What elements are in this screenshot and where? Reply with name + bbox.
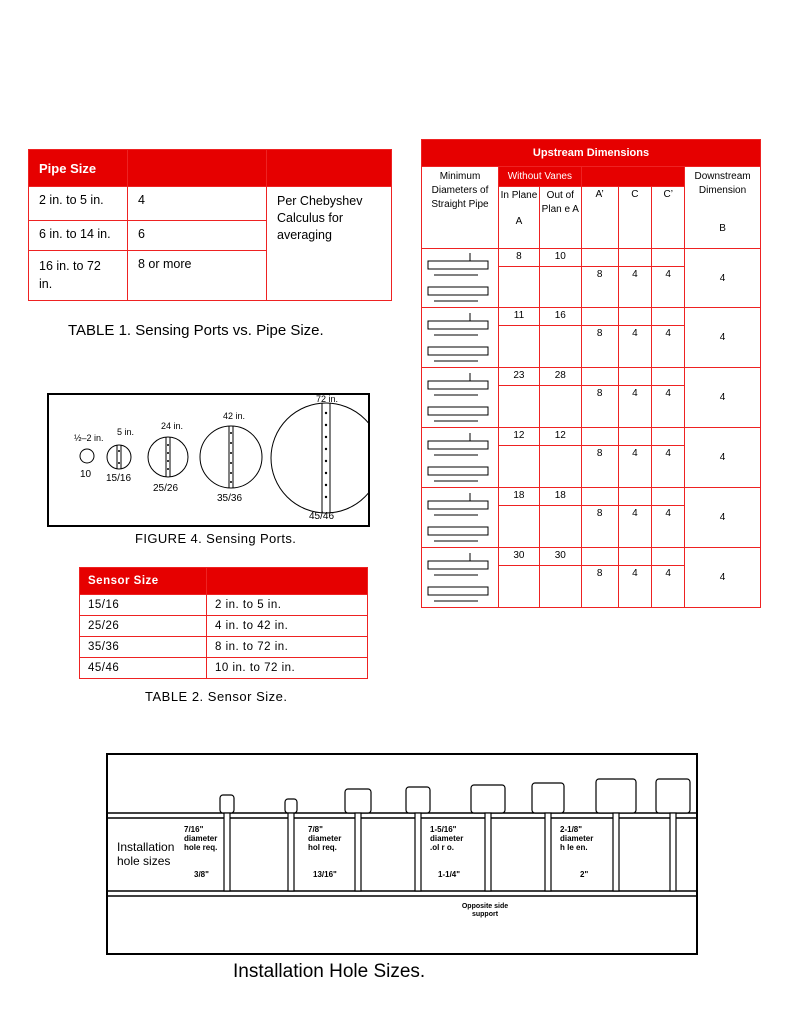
- table3-col-c: C: [618, 187, 652, 249]
- hole-desc-1: diameter: [560, 834, 594, 843]
- hole-desc-1: diameter: [184, 834, 218, 843]
- table3-col-inplane-sub: A: [515, 216, 523, 227]
- table3-outplane-cell: 12: [539, 428, 581, 446]
- table3-down-cell: 4: [685, 249, 761, 308]
- pipe-config-diagram: [422, 428, 499, 488]
- table1-ports-cell: 8 or more: [128, 251, 267, 301]
- table3-outplane-cell: 16: [539, 308, 581, 326]
- hole-dimension: 3/8": [194, 870, 209, 879]
- table1-ports-cell: 6: [128, 221, 267, 251]
- table2-sensor-cell: 15/16: [80, 595, 207, 616]
- table2-header: Sensor Size: [80, 568, 207, 595]
- probe-head: [220, 795, 234, 813]
- table2-sensor-cell: 45/46: [80, 658, 207, 679]
- table1-pipe-cell: 2 in. to 5 in.: [29, 187, 128, 221]
- table3-col-down: Downstream Dimension: [694, 171, 751, 196]
- sensor-size-label: 72 in.: [316, 394, 339, 404]
- pipe-config-icon: [422, 549, 498, 607]
- hole-size-label: [560, 825, 593, 852]
- sensor-code-label: 45/46: [309, 511, 335, 522]
- table3-col-without: Without Vanes: [499, 167, 582, 187]
- table3-down-cell: 4: [685, 308, 761, 368]
- install-label: Installation hole sizes: [117, 840, 175, 868]
- table3-outplane-cell: 28: [539, 368, 581, 386]
- table3-a1-cell: 8: [581, 446, 618, 488]
- hole-desc-2: hole req.: [184, 843, 218, 852]
- probe-head: [406, 787, 430, 813]
- table3-inplane-cell: 30: [499, 548, 540, 566]
- probe-head: [471, 785, 505, 813]
- hole-desc-2: hol req.: [308, 843, 337, 852]
- table1-note: Per Chebyshev Calculus for averaging: [267, 187, 392, 301]
- table3-col-inplane: In Plane: [500, 190, 538, 201]
- table3-c1-cell: 4: [652, 446, 685, 488]
- install-caption: Installation Hole Sizes.: [233, 961, 426, 982]
- pipe-config-icon: [422, 309, 498, 367]
- sensor-size-label: 24 in.: [161, 421, 184, 431]
- table3-c-cell: 4: [618, 386, 652, 428]
- table3-a1-cell: 8: [581, 506, 618, 548]
- sensor-size-label: 42 in.: [223, 411, 246, 421]
- probe-stem: [224, 813, 230, 891]
- hole-dimension: 1-1/4": [438, 870, 461, 879]
- probe-stem: [613, 813, 619, 891]
- table3-c-cell: 4: [618, 506, 652, 548]
- table3-c1-cell: 4: [652, 267, 685, 308]
- sensor-code-label: 10: [80, 469, 92, 480]
- table3-a1-cell: 8: [581, 386, 618, 428]
- probe-head: [596, 779, 636, 813]
- sensor-code-label: 15/16: [106, 473, 132, 484]
- pipe-config-diagram: [422, 368, 499, 428]
- pipe-config-diagram: [422, 308, 499, 368]
- pipe-config-icon: [422, 369, 498, 427]
- table3-c1-cell: 4: [652, 386, 685, 428]
- figure-installation-holes: [106, 753, 698, 955]
- table3-outplane-cell: 18: [539, 488, 581, 506]
- hole-diameter: 7/8": [308, 825, 323, 834]
- table3-outplane-cell: 30: [539, 548, 581, 566]
- table1-header: Pipe Size: [29, 150, 128, 187]
- table3-col-down-sub: B: [719, 223, 726, 234]
- table3-c1-cell: 4: [652, 326, 685, 368]
- hole-diameter: 2-1/8": [560, 825, 583, 834]
- table3-c1-cell: 4: [652, 506, 685, 548]
- table3-inplane-cell: 18: [499, 488, 540, 506]
- figure-sensing-ports: [47, 393, 370, 527]
- pipe-config-diagram: [422, 249, 499, 308]
- hole-diameter: 7/16": [184, 825, 204, 834]
- installation-diagram: [108, 755, 696, 953]
- sensor-code-label: 25/26: [153, 483, 179, 494]
- hole-desc-1: diameter: [430, 834, 464, 843]
- hole-size-label: [184, 825, 217, 852]
- hole-desc-1: diameter: [308, 834, 342, 843]
- probe-head: [656, 779, 690, 813]
- table3-a1-cell: 8: [581, 267, 618, 308]
- table1-ports-cell: 4: [128, 187, 267, 221]
- opposite-support-label: Opposite side support: [461, 903, 509, 918]
- hole-size-label: [308, 825, 341, 852]
- pipe-config-diagram: [422, 488, 499, 548]
- hole-diameter: 1-5/16": [430, 825, 457, 834]
- pipe-config-icon: [422, 429, 498, 487]
- table3-down-cell: 4: [685, 368, 761, 428]
- table-sensor-size: [79, 567, 368, 679]
- hole-desc-2: .ol r o.: [430, 843, 454, 852]
- table3-inplane-cell: 8: [499, 249, 540, 267]
- table2-range-cell: 8 in. to 72 in.: [207, 637, 368, 658]
- table3-col-outplane: Out of Plan e A: [539, 187, 581, 249]
- table2-caption: TABLE 2. Sensor Size.: [145, 689, 288, 704]
- hole-dimension: 2": [580, 870, 589, 879]
- pipe-config-diagram: [422, 548, 499, 608]
- table3-c1-cell: 4: [652, 566, 685, 608]
- table2-sensor-cell: 35/36: [80, 637, 207, 658]
- table3-col-a1: A’: [581, 187, 618, 249]
- sensor-size-label: 5 in.: [117, 427, 135, 437]
- table3-c-cell: 4: [618, 446, 652, 488]
- pipe-config-icon: [422, 489, 498, 547]
- sensor-code-label: 35/36: [217, 493, 243, 504]
- table3-c-cell: 4: [618, 326, 652, 368]
- table3-title: Upstream Dimensions: [422, 140, 761, 167]
- table3-inplane-cell: 23: [499, 368, 540, 386]
- sensing-ports-diagram: [49, 395, 368, 525]
- table3-inplane-cell: 11: [499, 308, 540, 326]
- figure4-caption: FIGURE 4. Sensing Ports.: [135, 531, 297, 546]
- probe-stem: [288, 813, 294, 891]
- probe-head: [285, 799, 297, 813]
- probe-head: [532, 783, 564, 813]
- table3-down-cell: 4: [685, 548, 761, 608]
- probe-stem: [545, 813, 551, 891]
- table1-pipe-cell: 6 in. to 14 in.: [29, 221, 128, 251]
- probe-stem: [670, 813, 676, 891]
- table-sensing-ports: [28, 149, 392, 301]
- probe-stem: [415, 813, 421, 891]
- table3-down-cell: 4: [685, 488, 761, 548]
- table3-c-cell: 4: [618, 566, 652, 608]
- sensor-size-label: ½–2 in.: [74, 433, 104, 443]
- table3-col-c1: C’: [652, 187, 685, 249]
- table3-outplane-cell: 10: [539, 249, 581, 267]
- table2-range-cell: 4 in. to 42 in.: [207, 616, 368, 637]
- table3-inplane-cell: 12: [499, 428, 540, 446]
- probe-head: [345, 789, 371, 813]
- table3-a1-cell: 8: [581, 566, 618, 608]
- hole-dimension: 13/16": [313, 870, 337, 879]
- table3-a1-cell: 8: [581, 326, 618, 368]
- hole-size-label: [430, 825, 463, 852]
- table1-pipe-cell: 16 in. to 72 in.: [29, 251, 128, 301]
- table2-sensor-cell: 25/26: [80, 616, 207, 637]
- table3-down-cell: 4: [685, 428, 761, 488]
- probe-stem: [485, 813, 491, 891]
- table-upstream-dimensions: [421, 139, 761, 608]
- table3-col-min: Minimum Diameters of Straight Pipe: [422, 167, 499, 249]
- table2-range-cell: 2 in. to 5 in.: [207, 595, 368, 616]
- table2-range-cell: 10 in. to 72 in.: [207, 658, 368, 679]
- pipe-config-icon: [422, 249, 498, 307]
- probe-stem: [355, 813, 361, 891]
- table1-caption: TABLE 1. Sensing Ports vs. Pipe Size.: [68, 322, 324, 339]
- hole-desc-2: h le en.: [560, 843, 588, 852]
- table3-c-cell: 4: [618, 267, 652, 308]
